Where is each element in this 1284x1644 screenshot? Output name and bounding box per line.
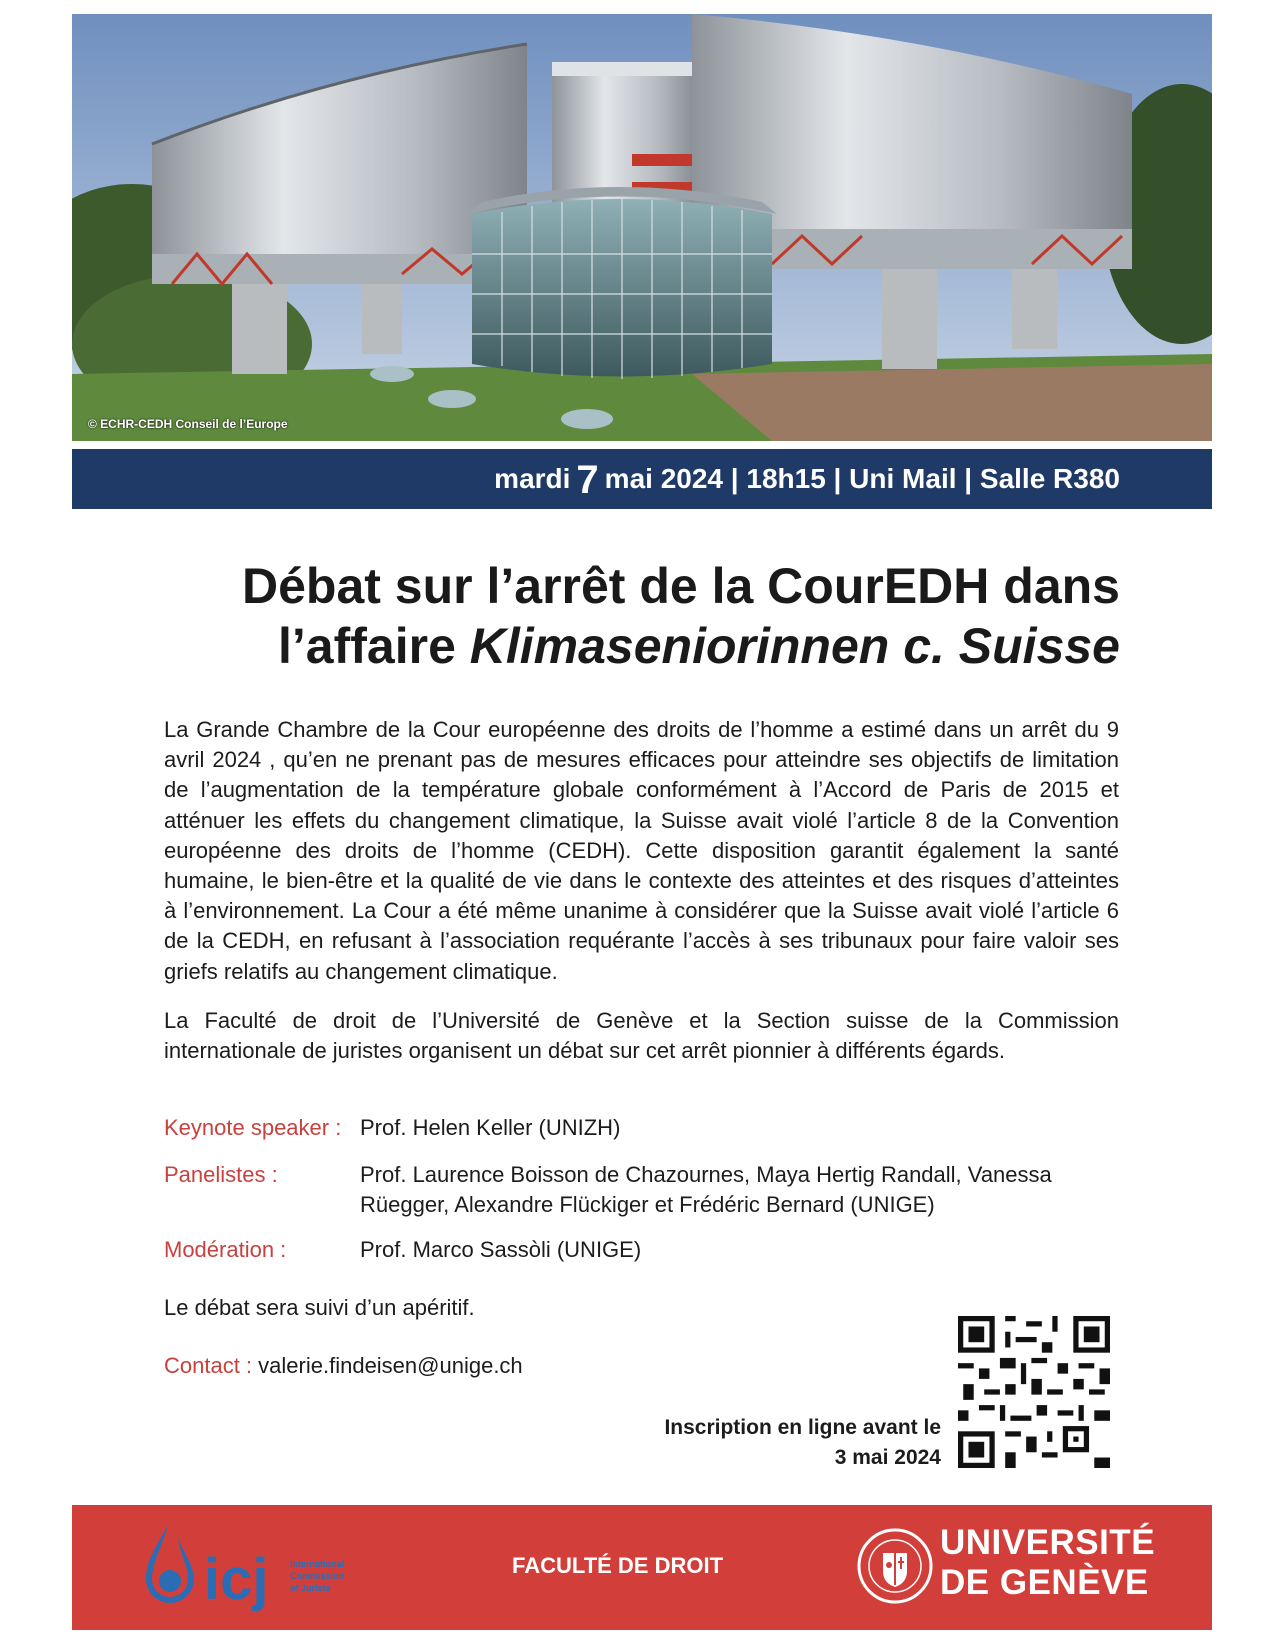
icj-logo [138, 1521, 398, 1617]
event-date-bar [72, 449, 1212, 509]
panelists-value: Prof. Laurence Boisson de Chazournes, Maya Hertig Randall, Vanessa Rüegger, Alexandre Flückiger et Frédéric Bernard (UNIGE) [360, 1162, 1052, 1217]
footer-banner [72, 1505, 1212, 1630]
panelists-label: Panelistes : [164, 1162, 278, 1187]
court-building-illustration [72, 14, 1212, 441]
icj-name-line-3: of Jurists [290, 1583, 331, 1593]
faculty-name: FACULTÉ DE DROIT [512, 1553, 724, 1578]
date-weekday: mardi [494, 463, 571, 494]
contact-line [164, 1353, 523, 1379]
moderation-value: Prof. Marco Sassòli (UNIGE) [360, 1237, 642, 1262]
moderation-label: Modération : [164, 1237, 287, 1262]
title-line-1: Débat sur l’arrêt de la CourEDH dans [241, 558, 1120, 614]
hero-photo [72, 14, 1212, 441]
page-title [160, 556, 1120, 676]
title-case-name: Klimaseniorinnen c. Suisse [469, 618, 1120, 674]
title-line-2-plain: l’affaire [278, 618, 470, 674]
date-day: 7 [576, 457, 599, 502]
registration-qr-code[interactable] [958, 1316, 1110, 1468]
unige-seal-icon [856, 1527, 934, 1605]
description-paragraph: La Grande Chambre de la Cour européenne des droits de l’homme a estimé dans un arrêt du 9 avril 2024 , qu’en ne prenant pas de mesures efficaces pour atteindre ses objectifs de limitation de l’augmentation de la température globale conformément à l’Accord de Paris de 2015 et atténuer les effets du changement climatique, la Suisse avait violé l’article 8 de la Convention européenne des droits de l’homme (CEDH). Cette disposition garantit également la santé humaine, le bien-être et la qualité de vie dans le contexte des atteintes et des risques d’atteintes à l’environnement. La Cour a été même unanime à considérer que la Suisse avait violé l’article 6 de la CEDH, en refusant à l’association requérante l’accès à ses tribunaux pour faire valoir ses griefs relatifs au changement climatique. [164, 717, 1119, 984]
date-details: mai 2024 | 18h15 | Uni Mail | Salle R380 [604, 463, 1120, 494]
icj-name-line-2: Commission [290, 1571, 345, 1581]
contact-label: Contact : [164, 1353, 253, 1378]
aperitif-note: Le débat sera suivi d’un apéritif. [164, 1295, 475, 1320]
organizers-paragraph: La Faculté de droit de l’Université de Genève et la Section suisse de la Commission internationale de juristes organisent un débat sur cet arrêt pionnier à différents égards. [164, 1008, 1119, 1064]
unige-wordmark [940, 1523, 1155, 1603]
panelists-row [164, 1160, 1060, 1220]
keynote-row [164, 1113, 1120, 1143]
icj-name-line-1: International [290, 1559, 345, 1569]
registration-line-1: Inscription en ligne avant le [664, 1416, 941, 1439]
photo-credit: © ECHR-CEDH Conseil de l’Europe [88, 417, 288, 431]
contact-email[interactable]: valerie.findeisen@unige.ch [258, 1353, 523, 1378]
keynote-label: Keynote speaker : [164, 1115, 342, 1140]
registration-note [600, 1413, 941, 1473]
moderation-row [164, 1235, 1120, 1265]
icj-abbreviation: icj [204, 1547, 269, 1612]
registration-deadline: 3 mai 2024 [834, 1446, 941, 1469]
keynote-value: Prof. Helen Keller (UNIZH) [360, 1115, 621, 1140]
unige-line-2: DE GENÈVE [940, 1563, 1149, 1602]
unige-line-1: UNIVERSITÉ [940, 1523, 1156, 1562]
